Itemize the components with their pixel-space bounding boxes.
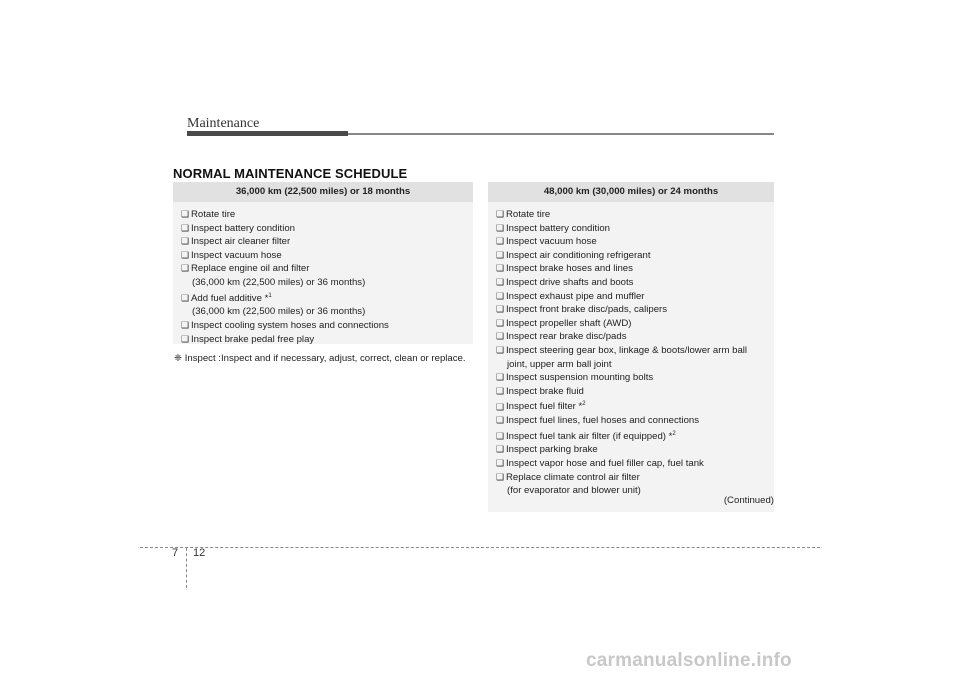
left-item-list xyxy=(173,202,473,346)
checklist-item xyxy=(496,398,774,414)
watermark: carmanualsonline.info xyxy=(586,650,792,671)
checkbox-icon: ❑ xyxy=(181,263,190,274)
checklist-item-text: Replace climate control air filter xyxy=(506,471,640,483)
checklist-item-text: Inspect vapor hose and fuel filler cap, fuel tank xyxy=(506,458,704,470)
checklist-item-text: Inspect fuel tank air filter (if equipped) * xyxy=(506,430,673,442)
checkbox-icon: ❑ xyxy=(496,385,505,396)
checklist-item-text: Inspect brake fluid xyxy=(506,385,584,397)
checkbox-icon: ❑ xyxy=(496,430,505,441)
checklist-item xyxy=(181,333,473,347)
checklist-item-detail: joint, upper arm ball joint xyxy=(507,358,612,370)
chapter-number: 7 xyxy=(172,547,179,559)
checkbox-icon: ❑ xyxy=(181,209,190,219)
checklist-item-text: Inspect brake hoses and lines xyxy=(506,263,633,275)
checkbox-icon: ❑ xyxy=(496,290,505,301)
footer-rule xyxy=(140,547,820,548)
inspect-note xyxy=(174,352,472,366)
checklist-item xyxy=(496,428,774,444)
checklist-item-text: Replace engine oil and filter xyxy=(191,263,310,275)
checklist-item xyxy=(496,344,774,371)
checklist-item xyxy=(496,222,774,236)
checklist-item xyxy=(181,290,473,319)
checkbox-icon: ❑ xyxy=(496,304,505,315)
checklist-item xyxy=(181,249,473,263)
checklist-item xyxy=(496,371,774,385)
checklist-item-text: Inspect exhaust pipe and muffler xyxy=(506,290,645,302)
checklist-item-text: Rotate tire xyxy=(506,209,551,220)
checklist-item xyxy=(496,457,774,471)
header-title: Maintenance xyxy=(187,116,260,131)
checkbox-icon: ❑ xyxy=(496,263,505,274)
right-panel-heading: 48,000 km (30,000 miles) or 24 months xyxy=(488,182,774,202)
checkbox-icon: ❑ xyxy=(496,401,505,412)
checkbox-icon: ❑ xyxy=(496,471,505,482)
checklist-item-text: Inspect brake pedal free play xyxy=(191,333,315,345)
checkbox-icon: ❑ xyxy=(496,344,505,355)
checkbox-icon: ❑ xyxy=(181,236,190,247)
checkbox-icon: ❑ xyxy=(496,458,505,469)
left-schedule-panel xyxy=(173,182,473,344)
checklist-item-text: Inspect battery condition xyxy=(191,222,295,234)
checklist-item-text: Inspect front brake disc/pads, calipers xyxy=(506,304,668,316)
checkbox-icon: ❑ xyxy=(181,319,190,330)
checkbox-icon: ❑ xyxy=(181,222,190,233)
checklist-item-text: Inspect fuel filter * xyxy=(506,401,583,413)
checklist-item-text: Inspect suspension mounting bolts xyxy=(506,372,654,384)
checklist-item xyxy=(496,443,774,457)
checklist-item xyxy=(496,385,774,399)
checklist-item xyxy=(181,235,473,249)
checklist-item-detail: (for evaporator and blower unit) xyxy=(507,485,641,497)
footnote-marker: 2 xyxy=(582,401,586,408)
checklist-item-text: Inspect rear brake disc/pads xyxy=(506,331,627,343)
checklist-item xyxy=(496,317,774,331)
checklist-item xyxy=(496,276,774,290)
checkbox-icon: ❑ xyxy=(496,415,505,426)
checklist-item-detail: (36,000 km (22,500 miles) or 36 months) xyxy=(192,276,366,288)
checklist-item xyxy=(496,262,774,276)
checklist-item-text: Inspect cooling system hoses and connections xyxy=(191,319,389,331)
checklist-item xyxy=(181,262,473,289)
checkbox-icon: ❑ xyxy=(496,372,505,383)
page-number: 12 xyxy=(193,547,206,559)
checklist-item xyxy=(181,222,473,236)
checklist-item xyxy=(496,330,774,344)
checklist-item-text: Inspect vacuum hose xyxy=(191,249,282,261)
checkbox-icon: ❑ xyxy=(181,292,190,303)
checkbox-icon: ❑ xyxy=(496,236,505,247)
footnote-marker: 1 xyxy=(268,292,272,299)
checklist-item xyxy=(496,249,774,263)
checklist-item-text: Inspect battery condition xyxy=(506,222,610,234)
checklist-item xyxy=(496,235,774,249)
checklist-item xyxy=(496,303,774,317)
footnote-marker: 2 xyxy=(672,430,676,437)
checklist-item-text: Inspect air cleaner filter xyxy=(191,236,291,248)
section-title: NORMAL MAINTENANCE SCHEDULE xyxy=(173,166,408,181)
right-schedule-panel xyxy=(488,182,774,512)
checklist-item-text: Inspect steering gear box, linkage & boots/lower arm ball xyxy=(506,344,748,356)
checklist-item xyxy=(496,208,774,222)
checkbox-icon: ❑ xyxy=(181,333,190,344)
checkbox-icon: ❑ xyxy=(496,249,505,260)
checklist-item-detail: (36,000 km (22,500 miles) or 36 months) xyxy=(192,306,366,318)
checklist-item-text: Inspect air conditioning refrigerant xyxy=(506,249,651,261)
inspect-note-text: Inspect and if necessary, adjust, correct, clean or replace. xyxy=(220,353,466,364)
checklist-item xyxy=(496,290,774,304)
header-tab-bar xyxy=(187,131,348,136)
checkbox-icon: ❑ xyxy=(496,317,505,328)
checklist-item xyxy=(181,319,473,333)
footer-divider xyxy=(186,548,187,588)
right-item-list xyxy=(488,202,774,498)
checkbox-icon: ❑ xyxy=(496,444,505,455)
checklist-item-text: Inspect propeller shaft (AWD) xyxy=(506,317,632,329)
checklist-item-text: Inspect vacuum hose xyxy=(506,236,597,248)
checkbox-icon: ❑ xyxy=(496,209,505,219)
left-panel-heading: 36,000 km (22,500 miles) or 18 months xyxy=(173,182,473,202)
checklist-item-text: Rotate tire xyxy=(191,209,236,220)
checklist-item-text: Inspect drive shafts and boots xyxy=(506,276,634,288)
continued-label: (Continued) xyxy=(723,495,774,506)
checklist-item-text: Inspect fuel lines, fuel hoses and connections xyxy=(506,415,700,427)
checklist-item xyxy=(181,208,473,222)
checklist-item-text: Add fuel additive * xyxy=(191,292,269,304)
checkbox-icon: ❑ xyxy=(181,249,190,260)
checkbox-icon: ❑ xyxy=(496,276,505,287)
checkbox-icon: ❑ xyxy=(496,222,505,233)
inspect-note-label: ❈ Inspect : xyxy=(174,353,221,364)
checklist-item-text: Inspect parking brake xyxy=(506,444,598,456)
checklist-item xyxy=(496,414,774,428)
checklist-item xyxy=(496,471,774,498)
checkbox-icon: ❑ xyxy=(496,331,505,342)
